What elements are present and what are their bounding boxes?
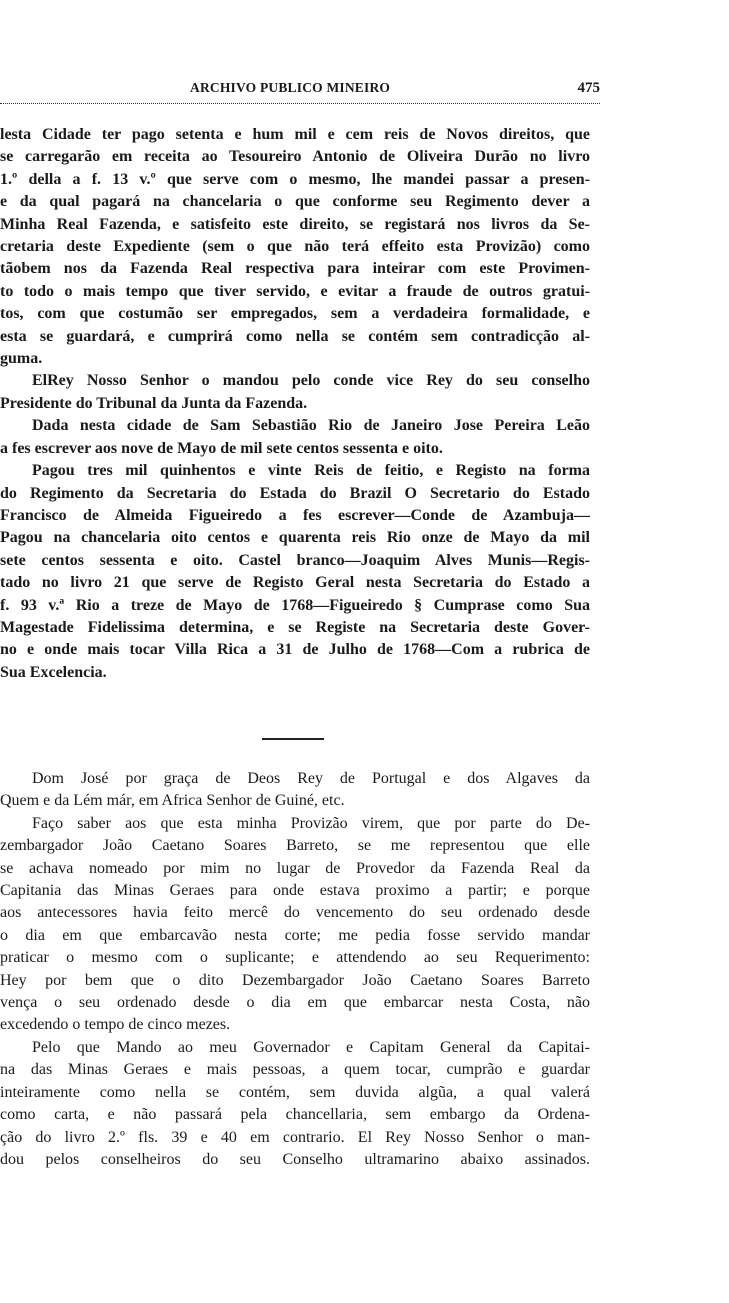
text-line: praticar o mesmo com o suplicante; e attendendo ao seu Requerimento: [0,949,590,967]
text-line: Minha Real Fazenda, e satisfeito este direito, se registará nos livros da Se- [0,215,590,233]
text-line: guma. [0,350,43,368]
text-line: f. 93 v.ª Rio a treze de Mayo de 1768—Figueiredo § Cumprase como Sua [0,596,590,614]
text-line: excedendo o tempo de cinco mezes. [0,1016,231,1034]
page-number: 475 [577,80,600,96]
text-line: Capitania das Minas Geraes para onde estava proximo a partir; e porque [0,882,590,900]
text-line: vença o seu ordenado desde o dia em que embarcar nesta Costa, não [0,994,590,1012]
text-line: inteiramente como nella se contém, sem duvida algũa, a qual valerá [0,1083,590,1101]
text-line: do Regimento da Secretaria do Estada do Brazil O Secretario do Estado [0,484,590,502]
text-line: e da qual pagará na chancelaria o que conforme seu Regimento dever a [0,193,590,211]
text-line: ção do livro 2.º fls. 39 e 40 em contrario. El Rey Nosso Senhor o man- [0,1128,590,1146]
text-line: Quem e da Lém már, em Africa Senhor de Guiné, etc. [0,792,345,810]
text-line: cretaria deste Expediente (sem o que não terá effeito esta Provizão) como [0,238,590,256]
text-line: Presidente do Tribunal da Junta da Fazenda. [0,394,308,412]
text-line: Dom José por graça de Deos Rey de Portugal e dos Algaves da [32,770,590,787]
text-line: Francisco de Almeida Figueiredo a fes escrever—Conde de Azambuja— [0,506,590,524]
text-line: 1.º della a f. 13 v.º que serve com o mesmo, lhe mandei passar a presen- [0,170,590,188]
text-line: Faço saber aos que esta minha Provizão virem, que por parte do De- [32,814,590,832]
text-line: o dia em que embarcavão nesta corte; me pedia fosse servido mandar [0,926,590,944]
text-line: to todo o mais tempo que tiver servido, e evitar a fraude de outros gratui- [0,282,590,300]
section-separator [262,738,324,740]
header-rule [0,103,600,104]
text-line: no e onde mais tocar Villa Rica a 31 de Julho de 1768—Com a rubrica de [0,641,590,659]
text-line: tos, com que costumão ser empregados, sem a verdadeira formalidade, e [0,305,590,323]
text-line: esta se guardará, e cumprirá como nella se contém sem contradicção al- [0,327,590,345]
text-line: como carta, e não passará pela chancellaria, sem embargo da Ordena- [0,1106,590,1124]
running-title: ARCHIVO PUBLICO MINEIRO [190,80,391,95]
text-block-second [0,768,590,1171]
text-line: sete centos sessenta e oito. Castel branco—Joaquim Alves Munis—Regis- [0,551,590,569]
text-line: Pelo que Mando ao meu Governador e Capitam General da Capitai- [32,1038,590,1056]
text-line: Hey por bem que o dito Dezembargador João Caetano Soares Barreto [0,971,590,989]
text-line: aos antecessores havia feito mercê do vencemento do seu ordenado desde [0,904,590,922]
text-line: Pagou na chancelaria oito centos e quarenta reis Rio onze de Mayo da mil [0,529,590,547]
text-line: Pagou tres mil quinhentos e vinte Reis de feitio, e Registo na forma [32,462,590,480]
text-line: se achava nomeado por mim no lugar de Provedor da Fazenda Real da [0,859,590,877]
text-line: Sua Excelencia. [0,663,107,681]
text-line: lesta Cidade ter pago setenta e hum mil e cem reis de Novos direitos, que [0,126,590,143]
text-line: dou pelos conselheiros do seu Conselho ultramarino abaixo assinados. [0,1150,590,1168]
page-header [0,80,600,102]
text-line: ElRey Nosso Senhor o mandou pelo conde vice Rey do seu conselho [32,372,590,390]
text-line: tãobem nos da Fazenda Real respectiva para inteirar com este Provimen- [0,260,590,278]
text-line: zembargador João Caetano Soares Barreto, se me representou que elle [0,837,590,855]
text-line: Dada nesta cidade de Sam Sebastião Rio de Janeiro Jose Pereira Leão [32,417,590,435]
text-line: tado no livro 21 que serve de Registo Geral nesta Secretaria do Estado a [0,574,590,592]
text-line: se carregarão em receita ao Tesoureiro Antonio de Oliveira Durão no livro [0,148,590,166]
text-line: na das Minas Geraes e mais pessoas, a quem tocar, cumprão e guardar [0,1061,590,1079]
text-block-first [0,124,590,684]
text-line: Magestade Fidelissima determina, e se Registe na Secretaria deste Gover- [0,618,590,636]
text-line: a fes escrever aos nove de Mayo de mil sete centos sessenta e oito. [0,439,443,457]
